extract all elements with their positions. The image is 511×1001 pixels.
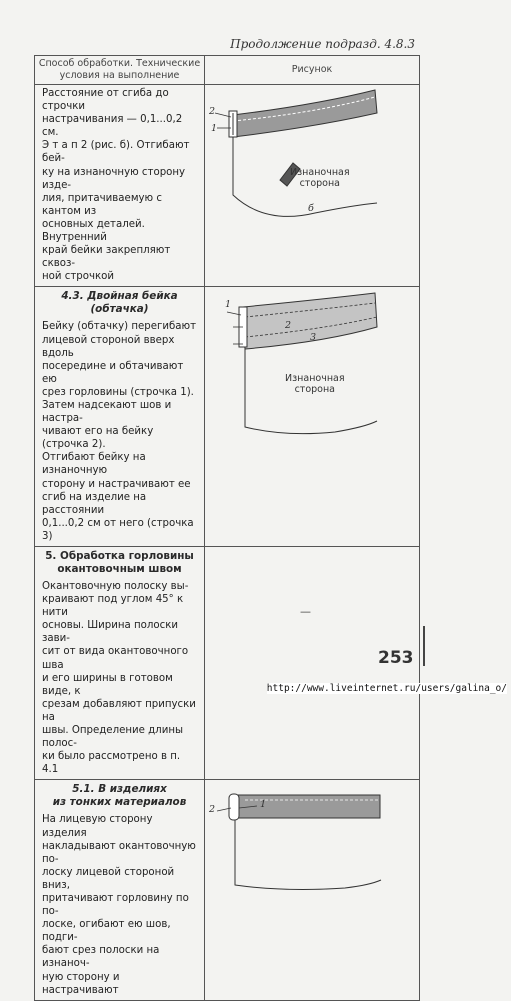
section-title (35, 780, 204, 811)
method-cell (35, 287, 205, 547)
figure-label-3: 3 (310, 332, 317, 344)
text-line: Окантовочную полоску вы- (42, 581, 189, 592)
method-text (35, 85, 204, 286)
text-line: основы. Ширина полоски зави- (42, 620, 179, 645)
text-line: краивают под углом 45° к нити (42, 594, 184, 619)
figure-double-binding (205, 287, 419, 448)
thin-binding-drawing (205, 780, 420, 898)
side-label-line: Изнаночная (290, 167, 350, 178)
figure-label-2: 2 (209, 106, 216, 117)
text-line: накладывают окантовочную по- (42, 840, 196, 865)
text-line: сгиб на изделие на расстоянии (42, 491, 147, 516)
figure-b (205, 85, 419, 232)
text-line: срез горловины (строчка 1). (42, 386, 194, 398)
dash-mark: — (300, 605, 311, 618)
method-text (35, 578, 204, 779)
text-line: Отгибают бейку на изнаночную (42, 452, 146, 477)
method-text (35, 318, 204, 546)
figure-cell (205, 85, 420, 287)
figure-cell (205, 287, 420, 547)
title-line: 5.1. В изделиях (72, 783, 167, 796)
text-line: Э т а п 2 (рис. б). Отгибают бей- (42, 140, 190, 165)
method-cell (35, 780, 205, 1000)
method-text (35, 811, 204, 999)
text-line: срезам добавляют припуски на (42, 698, 196, 723)
title-line: из тонких материалов (52, 796, 187, 809)
title-line: окантовочным швом (57, 563, 182, 575)
side-label-line: сторона (299, 178, 341, 189)
text-line: бают срез полоски на изнаноч- (42, 945, 160, 970)
section-title (35, 547, 204, 578)
method-cell (35, 547, 205, 780)
page-edge-bar (423, 626, 425, 666)
col-header-method: Способ обработки. Технические условия на выполнение (35, 56, 205, 85)
binding-drawing (205, 287, 420, 448)
text-line: настрачивания — 0,1...0,2 см. (42, 114, 183, 139)
col-header-figure: Рисунок (205, 56, 420, 85)
title-line: 5. Обработка горловины (45, 550, 194, 562)
table-row (35, 547, 420, 780)
text-line: лия, притачиваемую с кантом из (42, 192, 162, 217)
text-line: посередине и обтачивают ею (42, 360, 184, 385)
text-line: ную сторону и настрачивают (42, 971, 120, 996)
method-cell (35, 85, 205, 287)
text-line: сит от вида окантовочного шва (42, 646, 189, 671)
figure-binding-thin (205, 780, 419, 898)
text-line: ку на изнаночную сторону изде- (42, 166, 186, 191)
side-label (290, 167, 350, 189)
table-header-row (35, 56, 420, 85)
text-line: Затем надсекают шов и настра- (42, 399, 172, 425)
table-row (35, 287, 420, 547)
text-line: ки было рассмотрено в п. 4.1 (42, 751, 181, 776)
figure-cell (205, 780, 420, 1000)
text-line: чивают его на бейку (строчка 2). (42, 426, 154, 451)
page-number: 253 (378, 648, 414, 668)
figure-label-2: 2 (209, 804, 216, 816)
text-line: лоске, огибают ею шов, подги- (42, 919, 171, 944)
table-row (35, 780, 420, 1000)
text-line: лоску лицевой стороной вниз, (42, 866, 175, 891)
text-line: ной строчкой (42, 271, 115, 283)
text-line: На лицевую сторону изделия (42, 814, 153, 839)
figure-label-1: 1 (211, 123, 218, 134)
continuation-header: Продолжение подразд. 4.8.3 (230, 37, 415, 51)
text-line: притачивают горловину по по- (42, 892, 189, 918)
source-url: http://www.liveinternet.ru/users/galina_o/ (266, 683, 507, 694)
method-table (34, 55, 420, 1001)
figure-label-1: 1 (260, 799, 267, 811)
text-line: Бейку (обтачку) перегибают (42, 321, 197, 333)
table-row (35, 85, 420, 287)
text-line: 0,1...0,2 см от него (строчка 3) (42, 517, 194, 542)
text-line: швы. Определение длины полос- (42, 725, 184, 750)
side-label (285, 373, 345, 395)
figure-label-1: 1 (225, 299, 232, 311)
text-line: лицевой стороной вверх вдоль (42, 334, 175, 359)
text-line: и его ширины в готовом виде, к (42, 672, 173, 697)
figure-caption: б (308, 203, 314, 214)
section-title: 4.3. Двойная бейка (обтачка) (61, 290, 178, 316)
figure-label-2: 2 (285, 320, 292, 332)
text-line: сторону и настрачивают ее (42, 478, 191, 490)
text-line: Расстояние от сгиба до строчки (42, 88, 169, 113)
side-label-line: сторона (294, 384, 336, 396)
text-line: основных деталей. Внутренний (42, 218, 145, 244)
text-line: край бейки закрепляют сквоз- (42, 245, 171, 270)
side-label-line: Изнаночная (285, 373, 345, 385)
